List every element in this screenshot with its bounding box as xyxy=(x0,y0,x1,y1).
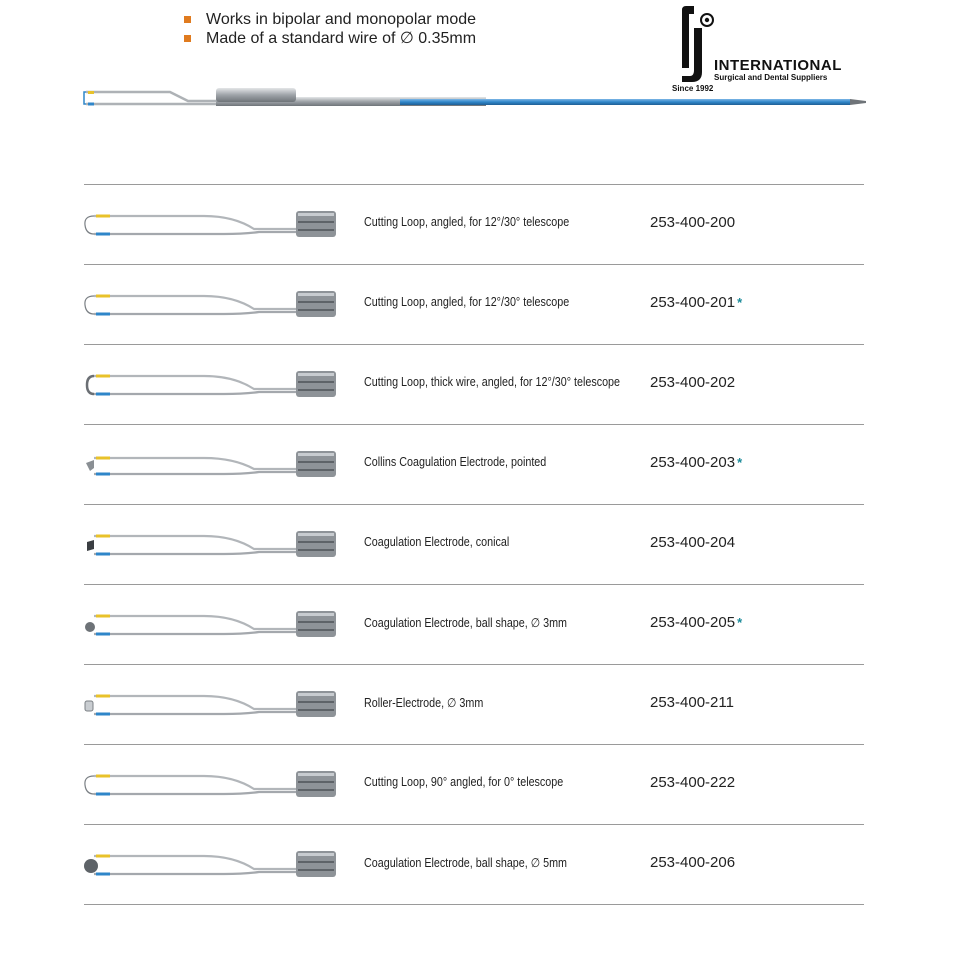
logo-name: INTERNATIONAL xyxy=(714,57,842,74)
electrode-image xyxy=(84,367,339,403)
feature-item xyxy=(182,10,476,29)
product-table xyxy=(84,184,864,905)
product-code-text: 253-400-205 xyxy=(650,614,736,631)
product-description: Cutting Loop, angled, for 12°/30° telescope xyxy=(364,215,570,229)
table-row xyxy=(84,584,864,664)
product-code xyxy=(650,214,737,231)
bullet-square-icon xyxy=(184,16,191,23)
table-row xyxy=(84,824,864,905)
electrode-image xyxy=(84,767,339,803)
electrode-image xyxy=(84,607,339,643)
availability-star: * xyxy=(737,295,743,310)
company-logo xyxy=(670,6,850,96)
product-description: Coagulation Electrode, ball shape, ∅ 5mm xyxy=(364,856,567,870)
feature-item xyxy=(182,29,476,48)
product-code-text: 253-400-200 xyxy=(650,214,736,231)
table-row xyxy=(84,664,864,744)
feature-text: Works in bipolar and monopolar mode xyxy=(206,11,477,28)
product-code-text: 253-400-206 xyxy=(650,854,736,871)
table-row xyxy=(84,344,864,424)
product-description: Cutting Loop, angled, for 12°/30° telescope xyxy=(364,295,570,309)
product-code xyxy=(650,774,737,791)
electrode-image xyxy=(84,847,339,883)
table-row xyxy=(84,424,864,504)
availability-star: * xyxy=(737,615,743,630)
product-code xyxy=(650,534,737,551)
availability-star: * xyxy=(737,455,743,470)
product-description: Cutting Loop, thick wire, angled, for 12°/30° telescope xyxy=(364,375,621,389)
product-code xyxy=(650,374,737,391)
product-code xyxy=(650,694,736,711)
product-code xyxy=(650,454,742,471)
electrode-image xyxy=(84,687,339,723)
product-code-text: 253-400-201 xyxy=(650,294,736,311)
table-row xyxy=(84,264,864,344)
table-row xyxy=(84,184,864,264)
hero-electrode-image xyxy=(80,84,870,114)
product-code xyxy=(650,614,742,631)
electrode-image xyxy=(84,447,339,483)
product-code-text: 253-400-211 xyxy=(650,694,734,711)
logo-mark-icon xyxy=(676,6,716,86)
product-description: Coagulation Electrode, ball shape, ∅ 3mm xyxy=(364,616,567,630)
product-code xyxy=(650,294,742,311)
product-description: Coagulation Electrode, conical xyxy=(364,535,510,549)
table-row xyxy=(84,744,864,824)
product-description: Collins Coagulation Electrode, pointed xyxy=(364,455,547,469)
bullet-square-icon xyxy=(184,35,191,42)
electrode-image xyxy=(84,207,339,243)
product-description: Roller-Electrode, ∅ 3mm xyxy=(364,696,484,710)
feature-text: Made of a standard wire of ∅ 0.35mm xyxy=(206,30,477,47)
product-code-text: 253-400-203 xyxy=(650,454,736,471)
feature-list xyxy=(182,10,476,48)
electrode-image xyxy=(84,527,339,563)
logo-since: Since 1992 xyxy=(672,84,714,93)
product-code-text: 253-400-202 xyxy=(650,374,736,391)
product-code-text: 253-400-222 xyxy=(650,774,736,791)
product-description: Cutting Loop, 90° angled, for 0° telescope xyxy=(364,775,564,789)
electrode-image xyxy=(84,287,339,323)
product-code xyxy=(650,854,737,871)
table-row xyxy=(84,504,864,584)
product-code-text: 253-400-204 xyxy=(650,534,736,551)
logo-subtitle: Surgical and Dental Suppliers xyxy=(714,73,828,82)
